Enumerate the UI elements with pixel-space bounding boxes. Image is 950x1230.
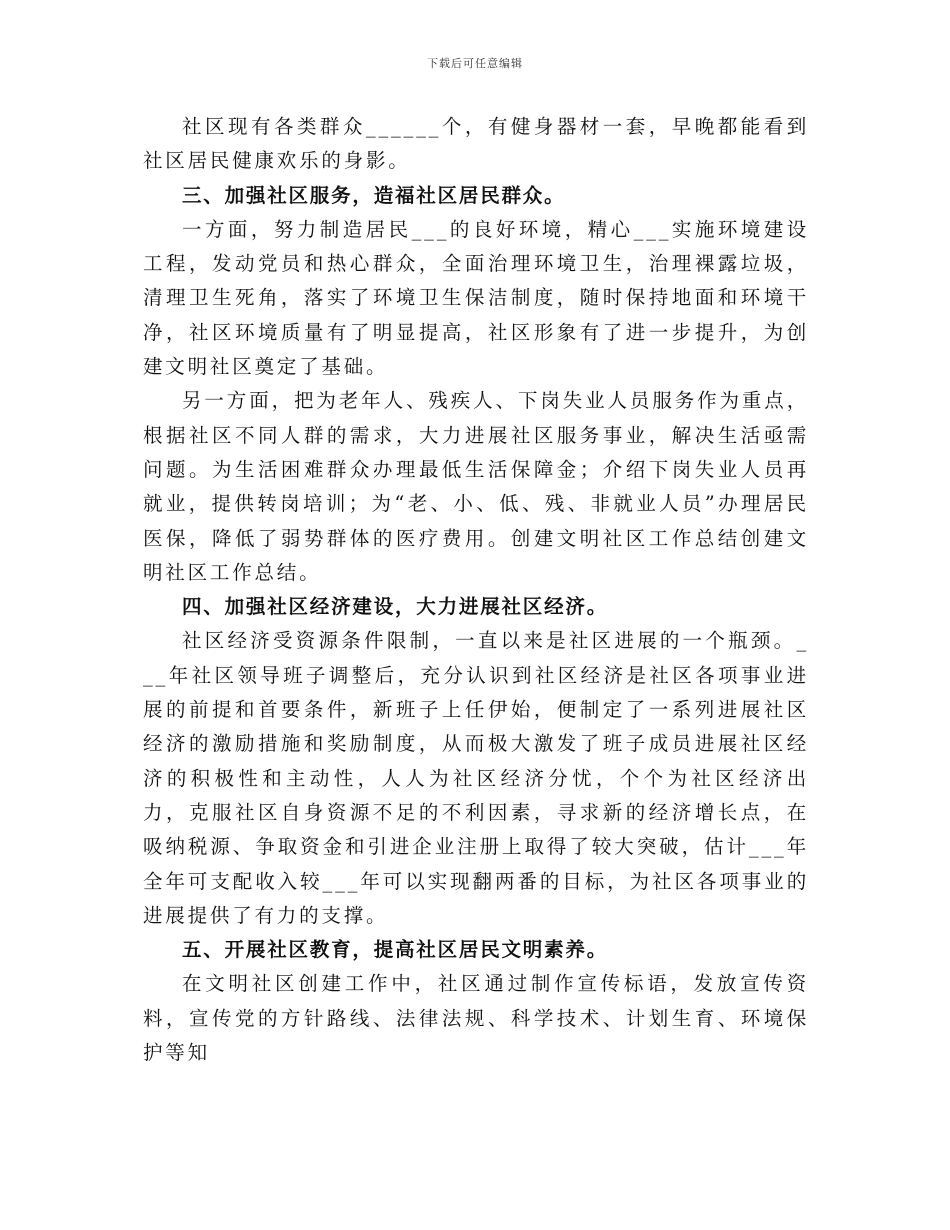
page-header: 下载后可任意编辑 xyxy=(427,57,523,70)
paragraph-fitness: 社区现有各类群众______个，有健身器材一套，早晚都能看到社区居民健康欢乐的身影。 xyxy=(143,115,809,173)
paragraph-education: 在文明社区创建工作中，社区通过制作宣传标语，发放宣传资料，宣传党的方针路线、法律法规、科学技术、计划生育、环境保护等知 xyxy=(143,972,809,1065)
paragraph-services: 另一方面，把为老年人、残疾人、下岗失业人员服务作为重点，根据社区不同人群的需求，大力进展社区服务事业，解决生活亟需问题。为生活困难群众办理最低生活保障金；介绍下岗失业人员再就业，提供转岗培训；为“老、小、低、残、非就业人员”办理居民医保，降低了弱势群体的医疗费用。创建文明社区工作总结创建文明社区工作总结。 xyxy=(143,389,809,584)
section-heading-5: 五、开展社区教育，提高社区居民文明素养。 xyxy=(182,938,609,962)
section-heading-4: 四、加强社区经济建设，大力进展社区经济。 xyxy=(182,595,609,619)
section-heading-3: 三、加强社区服务，造福社区居民群众。 xyxy=(182,183,566,207)
paragraph-economy: 社区经济受资源条件限制，一直以来是社区进展的一个瓶颈。___年社区领导班子调整后，充分认识到社区经济是社区各项事业进展的前提和首要条件，新班子上任伊始，便制定了一系列进展社区经济的激励措施和奖励制度，从而极大激发了班子成员进展社区经济的积极性和主动性，人人为社区经济分忧，个个为社区经济出力，克服社区自身资源不足的不利因素，寻求新的经济增长点，在吸纳税源、争取资金和引进企业注册上取得了较大突破，估计___年全年可支配收入较___年可以实现翻两番的目标，为社区各项事业的进展提供了有力的支撑。 xyxy=(143,629,809,927)
paragraph-environment: 一方面，努力制造居民___的良好环境，精心___实施环境建设工程，发动党员和热心群众，全面治理环境卫生，治理裸露垃圾，清理卫生死角，落实了环境卫生保洁制度，随时保持地面和环境干净，社区环境质量有了明显提高，社区形象有了进一步提升，为创建文明社区奠定了基础。 xyxy=(143,217,809,379)
document-body xyxy=(143,110,809,1070)
